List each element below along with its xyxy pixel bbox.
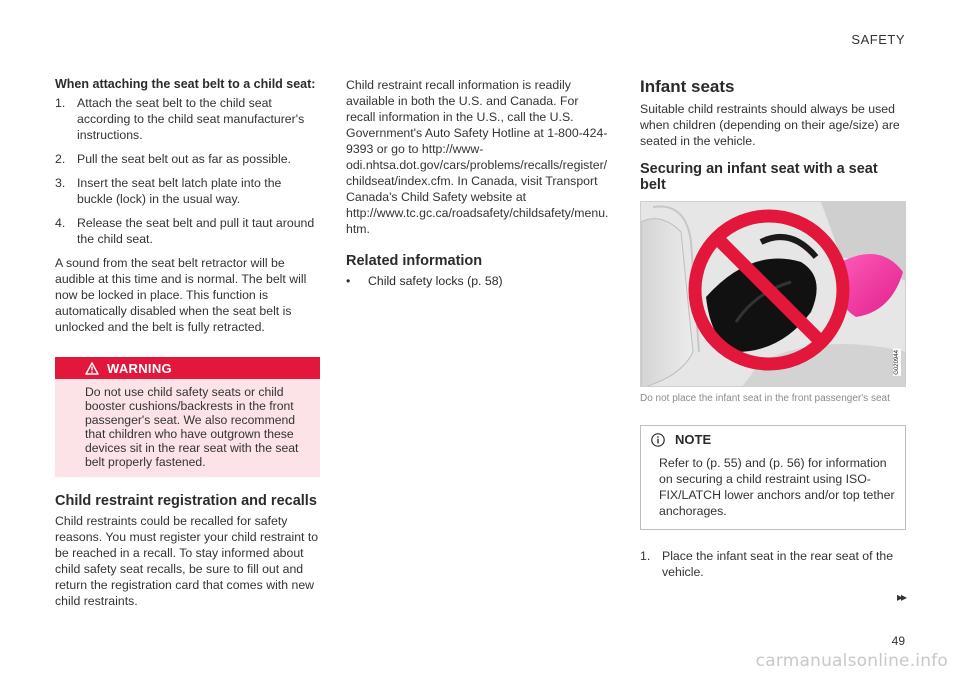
column-left xyxy=(55,77,320,609)
page-number: 49 xyxy=(891,634,905,648)
list-item: 2. Pull the seat belt out as far as possible. xyxy=(55,152,291,166)
column-right xyxy=(640,77,906,588)
registration-heading: Child restraint registration and recalls xyxy=(55,493,317,509)
watermark: carmanualsonline.info xyxy=(755,651,948,671)
warning-triangle-icon xyxy=(85,362,99,375)
note-text: Refer to (p. 55) and (p. 56) for information on securing a child restraint using ISO-FIX/LATCH lower anchors and/or top tether anchorages. xyxy=(659,456,895,518)
warning-header xyxy=(55,357,320,379)
warning-box xyxy=(55,357,320,477)
related-link[interactable]: • Child safety locks (p. 58) xyxy=(346,274,503,288)
related-section xyxy=(346,253,611,289)
seat-belt-subhead: When attaching the seat belt to a child seat: xyxy=(55,77,316,91)
attach-steps-list xyxy=(55,95,320,247)
note-header xyxy=(651,432,895,447)
securing-subheading: Securing an infant seat with a seat belt xyxy=(640,161,878,193)
warning-label: WARNING xyxy=(107,360,172,376)
continue-arrows-icon: ▸▸ xyxy=(896,590,905,604)
warning-text: Do not use child safety seats or child booster cushions/backrests in the front passenger's seat. We also recommend that children who have outgrown these devices sit in the rear seat with the seat belt properly fastened. xyxy=(85,385,299,469)
registration-section xyxy=(55,493,320,609)
list-item: 3. Insert the seat belt latch plate into the buckle (lock) in the usual way. xyxy=(55,176,282,206)
info-icon xyxy=(651,433,665,447)
front-seat-prohibited-image xyxy=(641,202,906,387)
section-header: SAFETY xyxy=(851,32,905,47)
retractor-paragraph: A sound from the seat belt retractor will be audible at this time and is normal. The belt will now be locked in place. This function is automatically disabled when the seat belt is unlocked and the belt is fully retracted. xyxy=(55,256,307,334)
image-code: G020944 xyxy=(894,350,900,375)
note-label: NOTE xyxy=(675,432,712,447)
list-item: 1. Attach the seat belt to the child seat according to the child seat manufacturer's instructions. xyxy=(55,96,305,142)
note-box xyxy=(640,425,906,530)
list-item: 4. Release the seat belt and pull it taut around the child seat. xyxy=(55,216,315,246)
infant-steps-list xyxy=(640,548,906,580)
registration-text: Child restraints could be recalled for safety reasons. You must register your child restraint to be reached in a recall. To stay informed about child safety seat recalls, be sure to fill out and return the registration card that comes with new child restraints. xyxy=(55,514,319,608)
related-heading: Related information xyxy=(346,253,483,269)
infant-seats-intro: Suitable child restraints should always be used when children (depending on their age/size) are seated in the vehicle. xyxy=(640,102,900,148)
recall-paragraph: Child restraint recall information is readily available in both the U.S. and Canada. For recall information in the U.S., call the U.S. Government's Auto Safety Hotline at 1-800-424-9393 or go to http://www-odi.nhtsa.dot.gov/cars/problems/recalls/register/childseat/index.cfm. In Canada, visit Transport Canada's Child Safety website at http://www.tc.gc.ca/roadsafety/childsafety/menu.htm. xyxy=(346,78,609,236)
infant-seat-illustration xyxy=(640,201,906,387)
image-caption: Do not place the infant seat in the front passenger's seat xyxy=(640,393,890,404)
related-list xyxy=(346,273,611,289)
infant-seats-heading: Infant seats xyxy=(640,77,735,96)
list-item: 1. Place the infant seat in the rear seat of the vehicle. xyxy=(640,549,894,579)
column-middle xyxy=(346,77,611,289)
